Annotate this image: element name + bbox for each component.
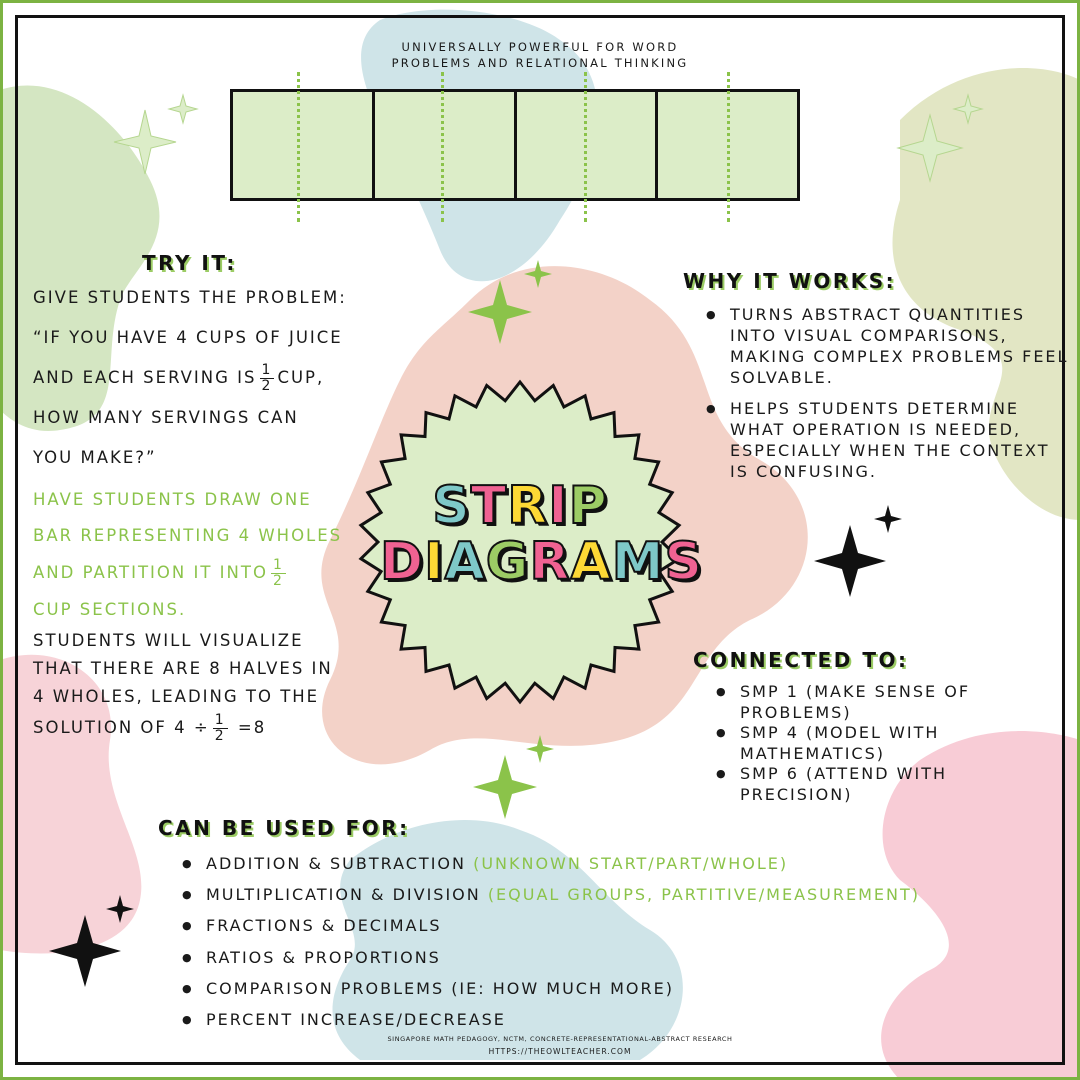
uses-list [184,848,1026,1035]
title-letter: S [664,532,703,592]
try-it-line: AND EACH SERVING IS [33,368,257,387]
list-item: ● PERCENT INCREASE/DECREASE [206,1004,1026,1035]
strip-cell [517,92,659,198]
fraction-half: $\frac{1}{2}$ [272,557,284,589]
strip-partition-line [441,72,444,222]
try-it-line: HOW MANY SERVINGS CAN [33,408,299,427]
uses-heading: CAN BE USED FOR: [158,816,410,840]
list-item: ● SMP 4 (MODEL WITH MATHEMATICS) [740,723,1040,764]
title-letter: P [568,476,608,536]
title-letter: A [570,532,612,592]
list-item: ● FRACTIONS & DECIMALS [206,910,1026,941]
try-it-line: YOU MAKE?” [33,448,157,467]
students-visualize-text: STUDENTS WILL VISUALIZE THAT THERE ARE 8 HALVES IN 4 WHOLES, LEADING TO THE SOLUTION OF 4 ÷ $\frac{1}{2}$ =8 [33,631,333,744]
strip-cell [233,92,375,198]
try-it-line: GIVE STUDENTS THE PROBLEM: [33,288,347,307]
title [380,476,703,592]
strip-partition-line [297,72,300,222]
title-letter: R [529,532,571,592]
list-item: ● HELPS STUDENTS DETERMINE WHAT OPERATION IS NEEDED, ESPECIALLY WHEN THE CONTEXT IS CONFUSING. [730,398,1070,482]
title-letter: R [507,476,549,536]
try-it-line: HAVE STUDENTS DRAW ONE [33,490,312,509]
strip-cell [375,92,517,198]
try-it-heading: TRY IT: [142,251,237,275]
connected-heading: CONNECTED TO: [693,648,909,672]
footer-sources: SINGAPORE MATH PEDAGOGY, NCTM, CONCRETE-REPRESENTATIONAL-ABSTRACT RESEARCH [387,1035,733,1043]
fraction-half: $\frac{1}{2}$ [214,712,226,744]
title-letter: I [548,476,569,536]
try-it-line: AND PARTITION IT INTO [33,563,268,582]
title-line-1 [380,478,660,534]
title-letter: G [485,532,530,592]
title-letter: D [380,532,425,592]
list-item: ● SMP 1 (MAKE SENSE OF PROBLEMS) [740,682,1040,723]
title-letter: A [444,532,486,592]
title-letter: M [611,532,665,592]
list-item: ● ADDITION & SUBTRACTION (UNKNOWN START/PART/WHOLE) [206,848,1026,879]
list-item: ● MULTIPLICATION & DIVISION (EQUAL GROUPS, PARTITIVE/MEASUREMENT) [206,879,1026,910]
list-item: ● RATIOS & PROPORTIONS [206,942,1026,973]
fraction-half: $\frac{1}{2}$ [261,362,273,394]
list-item: ● SMP 6 (ATTEND WITH PRECISION) [740,764,1040,805]
list-item: ● COMPARISON PROBLEMS (IE: HOW MUCH MORE) [206,973,1026,1004]
list-item: ● TURNS ABSTRACT QUANTITIES INTO VISUAL COMPARISONS, MAKING COMPLEX PROBLEMS FEEL SOLVABLE. [730,304,1070,388]
why-heading: WHY IT WORKS: [683,269,897,293]
try-it-line: BAR REPRESENTING 4 WHOLES [33,526,343,545]
strip-diagram [230,89,800,201]
why-list [708,304,1070,482]
footer-url[interactable]: HTTPS://THEOWLTEACHER.COM [488,1047,632,1056]
title-line-2 [380,532,703,592]
title-letter: T [470,476,508,536]
connected-list [718,682,1040,805]
try-it-line: “IF YOU HAVE 4 CUPS OF JUICE [33,328,343,347]
try-it-body: GIVE STUDENTS THE PROBLEM: “IF YOU HAVE 4 CUPS OF JUICE AND EACH SERVING IS $\frac{1}{2}$ CUP, HOW MANY SERVINGS CAN YOU MAKE?” HAVE STUDENTS DRAW ONE BAR REPRESENTING 4 WHOLES AND PARTITION IT INTO $\frac{1}{2}$ CUP SECTIONS. [33,280,363,628]
tagline: UNIVERSALLY POWERFUL FOR WORD PROBLEMS AND RELATIONAL THINKING [391,40,689,70]
strip-partition-line [727,72,730,222]
title-letter: I [424,532,445,592]
strip-partition-line [584,72,587,222]
try-it-line: CUP SECTIONS. [33,600,187,619]
title-letter: S [432,476,471,536]
